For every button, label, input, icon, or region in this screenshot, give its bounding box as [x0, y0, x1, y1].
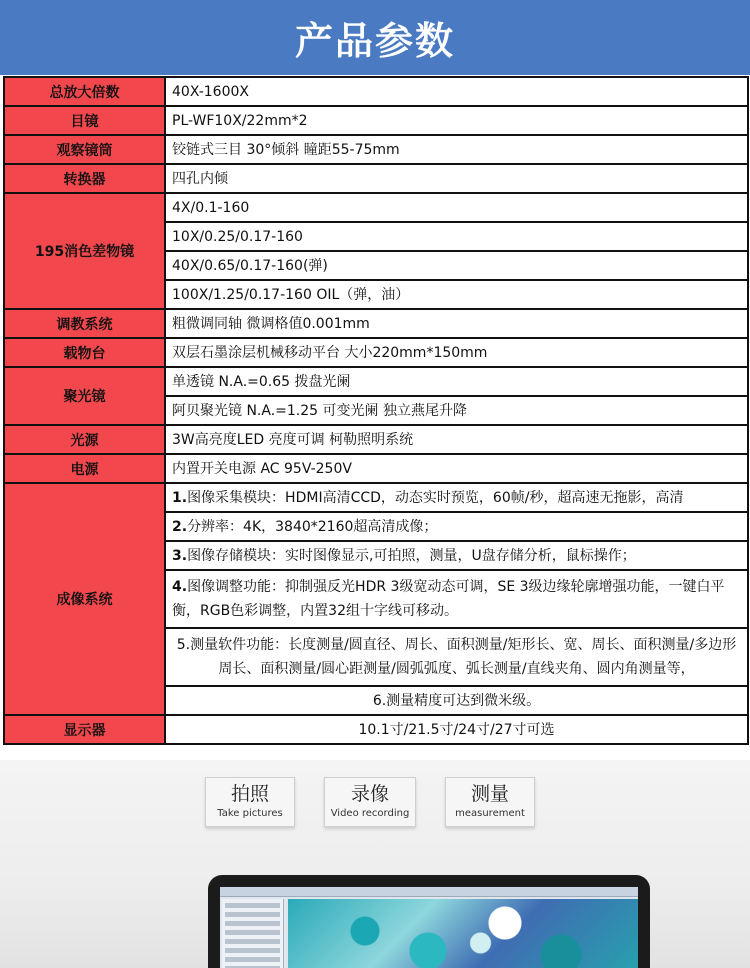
value-objective-1: 4X/0.1-160: [165, 193, 748, 222]
value-magnification: 40X-1600X: [165, 77, 748, 106]
label-objectives: 195消色差物镜: [4, 193, 165, 309]
value-condenser-1: 单透镜 N.A.=0.65 拨盘光阑: [165, 367, 748, 396]
video-recording-badge: [324, 777, 416, 827]
label-power: 电源: [4, 454, 165, 483]
value-imaging-6: [165, 686, 748, 715]
label-magnification: 总放大倍数: [4, 77, 165, 106]
value-imaging-1: [165, 483, 748, 512]
feature-label-zh: 测量: [470, 783, 509, 805]
table-row: [4, 367, 748, 396]
item-text: 分辨率：4K，3840*2160超高清成像；: [187, 518, 438, 535]
table-row: [4, 483, 748, 512]
label-focus: 调教系统: [4, 309, 165, 338]
measurement-badge: [445, 777, 535, 827]
label-stage: 载物台: [4, 338, 165, 367]
label-imaging: 成像系统: [4, 483, 165, 715]
item-text: 图像存储模块：实时图像显示,可拍照，测量，U盘存储分析，鼠标操作；: [187, 547, 636, 564]
table-row: [4, 425, 748, 454]
label-eyepiece: 目镜: [4, 106, 165, 135]
item-number: 2.: [172, 518, 188, 535]
item-text: 图像采集模块：HDMI高清CCD，动态实时预览，60帧/秒，超高速无拖影，高清: [187, 489, 684, 506]
feature-label-en: measurement: [455, 808, 525, 819]
value-condenser-2: 阿贝聚光镜 N.A.=1.25 可变光阑 独立燕尾升降: [165, 396, 748, 425]
table-row: [4, 309, 748, 338]
spec-table: [3, 76, 749, 745]
feature-label-en: Take pictures: [217, 808, 283, 819]
label-nosepiece: 转换器: [4, 164, 165, 193]
table-row: [4, 164, 748, 193]
value-display: 10.1寸/21.5寸/24寸/27寸可选: [165, 715, 748, 744]
label-condenser: 聚光镜: [4, 367, 165, 425]
software-side-panel: [222, 899, 284, 968]
table-row: [4, 135, 748, 164]
value-focus: 粗微调同轴 微调格值0.001mm: [165, 309, 748, 338]
feature-label-en: Video recording: [330, 808, 410, 819]
value-power: 内置开关电源 AC 95V-250V: [165, 454, 748, 483]
value-nosepiece: 四孔内倾: [165, 164, 748, 193]
value-stage: 双层石墨涂层机械移动平台 大小220mm*150mm: [165, 338, 748, 367]
item-number: 4.: [172, 579, 188, 595]
value-objective-3: 40X/0.65/0.17-160(弹): [165, 251, 748, 280]
table-row: [4, 454, 748, 483]
value-imaging-3: [165, 541, 748, 570]
label-display: 显示器: [4, 715, 165, 744]
monitor-image: [208, 875, 650, 968]
value-imaging-5: [165, 628, 748, 686]
item-text: 6.测量精度可达到微米级。: [372, 692, 541, 709]
monitor-screen: [220, 887, 638, 968]
label-light: 光源: [4, 425, 165, 454]
page-title: 产品参数: [294, 19, 455, 63]
page-header: [0, 0, 750, 75]
value-imaging-4: [165, 570, 748, 628]
label-head: 观察镜筒: [4, 135, 165, 164]
value-objective-4: 100X/1.25/0.17-160 OIL（弹，油）: [165, 280, 748, 309]
table-row: [4, 193, 748, 222]
table-row: [4, 715, 748, 744]
software-toolbar: [220, 887, 638, 897]
item-text: 5.测量软件功能：长度测量/圆直径、周长、面积测量/矩形长、宽、周长、面积测量/多边形周长、面积测量/圆心距测量/圆弧弧度、弧长测量/直线夹角、圆内角测量等，: [176, 637, 737, 677]
table-row: [4, 106, 748, 135]
take-pictures-badge: [205, 777, 295, 827]
value-imaging-2: [165, 512, 748, 541]
feature-label-zh: 录像: [350, 783, 389, 805]
table-row: [4, 77, 748, 106]
value-light: 3W高亮度LED 亮度可调 柯勒照明系统: [165, 425, 748, 454]
value-objective-2: 10X/0.25/0.17-160: [165, 222, 748, 251]
value-eyepiece: PL-WF10X/22mm*2: [165, 106, 748, 135]
item-number: 1.: [172, 489, 188, 506]
item-text: 图像调整功能：抑制强反光HDR 3级宽动态可调，SE 3级边缘轮廓增强功能，一键白平衡，RGB色彩调整，内置32组十字线可移动。: [172, 579, 725, 619]
specimen-view: [288, 899, 638, 968]
table-row: [4, 338, 748, 367]
item-number: 3.: [172, 547, 188, 564]
value-head: 铰链式三目 30°倾斜 瞳距55-75mm: [165, 135, 748, 164]
feature-label-zh: 拍照: [230, 783, 269, 805]
